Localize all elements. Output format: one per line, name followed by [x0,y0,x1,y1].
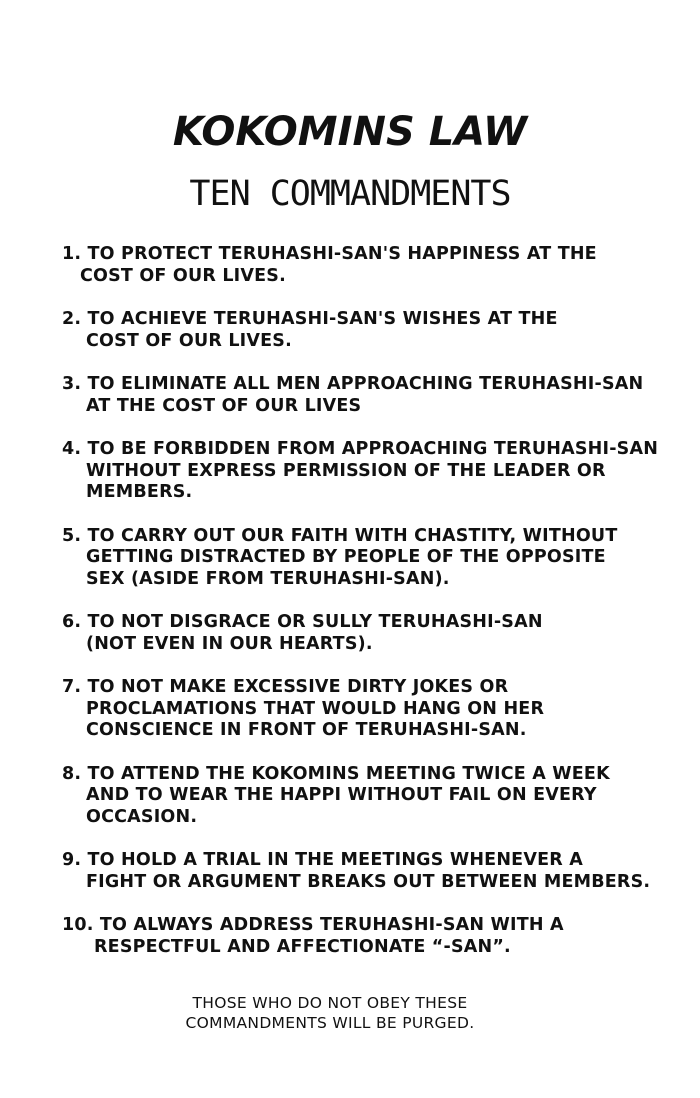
commandment-number: 6. [62,612,82,632]
commandment-9 [62,850,692,893]
commandment-number: 7. [62,677,82,697]
commandment-text: TO ELIMINATE ALL MEN APPROACHING TERUHASHI-SAN [87,374,644,394]
commandment-number: 4. [62,439,82,459]
commandment-continuation: COST OF OUR LIVES. [86,330,292,351]
commandment-line [62,526,617,546]
commandment-5 [62,526,692,591]
commandment-10 [62,915,692,958]
commandment-6 [62,612,692,655]
commandment-line [62,439,658,459]
commandment-continuation: FIGHT OR ARGUMENT BREAKS OUT BETWEEN MEMBERS. [86,871,651,892]
commandment-text: TO BE FORBIDDEN FROM APPROACHING TERUHASHI-SAN [87,439,659,459]
footer-note [0,993,660,1033]
commandment-number: 3. [62,374,82,394]
commandment-text: TO ALWAYS ADDRESS TERUHASHI-SAN WITH A [99,915,564,935]
commandment-line [62,850,583,870]
commandment-continuation: GETTING DISTRACTED BY PEOPLE OF THE OPPOSITE [86,547,606,567]
commandment-continuation: MEMBERS. [86,482,193,502]
commandment-text: TO ACHIEVE TERUHASHI-SAN'S WISHES AT THE [87,309,558,329]
commandment-text: TO NOT MAKE EXCESSIVE DIRTY JOKES OR [87,677,509,697]
commandment-3 [62,374,692,417]
commandment-1 [62,244,692,287]
commandment-number: 9. [62,850,82,870]
commandment-line [62,309,558,329]
page-subtitle: TEN COMMANDMENTS [189,174,511,214]
commandment-line [62,612,543,632]
commandment-continuation: AND TO WEAR THE HAPPI WITHOUT FAIL ON EVERY [86,785,597,805]
commandment-7 [62,677,692,742]
commandment-text: TO HOLD A TRIAL IN THE MEETINGS WHENEVER A [87,850,583,870]
commandment-text: TO CARRY OUT OUR FAITH WITH CHASTITY, WITHOUT [87,525,618,546]
commandment-continuation: SEX (ASIDE FROM TERUHASHI-SAN). [86,568,450,589]
commandment-line [62,677,508,697]
commandment-number: 5. [62,525,82,546]
commandment-continuation: RESPECTFUL AND AFFECTIONATE “-SAN”. [94,936,511,957]
commandment-number: 2. [62,309,82,329]
commandment-2 [62,309,692,352]
commandment-continuation: AT THE COST OF OUR LIVES [86,395,362,416]
commandment-text: TO PROTECT TERUHASHI-SAN'S HAPPINESS AT THE [87,244,597,264]
commandment-line [62,374,643,394]
commandment-continuation: OCCASION. [86,806,198,827]
commandment-line [62,244,597,264]
commandment-text: TO NOT DISGRACE OR SULLY TERUHASHI-SAN [87,612,543,632]
commandment-number: 8. [62,763,82,784]
commandment-continuation: (NOT EVEN IN OUR HEARTS). [86,633,373,654]
footer-line-1: THOSE WHO DO NOT OBEY THESE [192,994,468,1012]
commandment-line [62,915,564,935]
commandment-8 [62,764,692,829]
commandment-text: TO ATTEND THE KOKOMINS MEETING TWICE A WEEK [87,763,610,784]
commandment-continuation: CONSCIENCE IN FRONT OF TERUHASHI-SAN. [86,720,527,740]
footer-line-2: COMMANDMENTS WILL BE PURGED. [185,1014,475,1032]
commandment-continuation: PROCLAMATIONS THAT WOULD HANG ON HER [86,698,545,719]
commandments-list [62,244,692,958]
commandment-continuation: COST OF OUR LIVES. [80,265,286,286]
commandment-4 [62,439,692,504]
commandment-line [62,764,610,784]
commandment-number: 10. [62,915,94,935]
commandment-continuation: WITHOUT EXPRESS PERMISSION OF THE LEADER OR [86,460,606,481]
commandment-number: 1. [62,244,82,264]
page-title: KOKOMINS LAW [172,109,528,155]
